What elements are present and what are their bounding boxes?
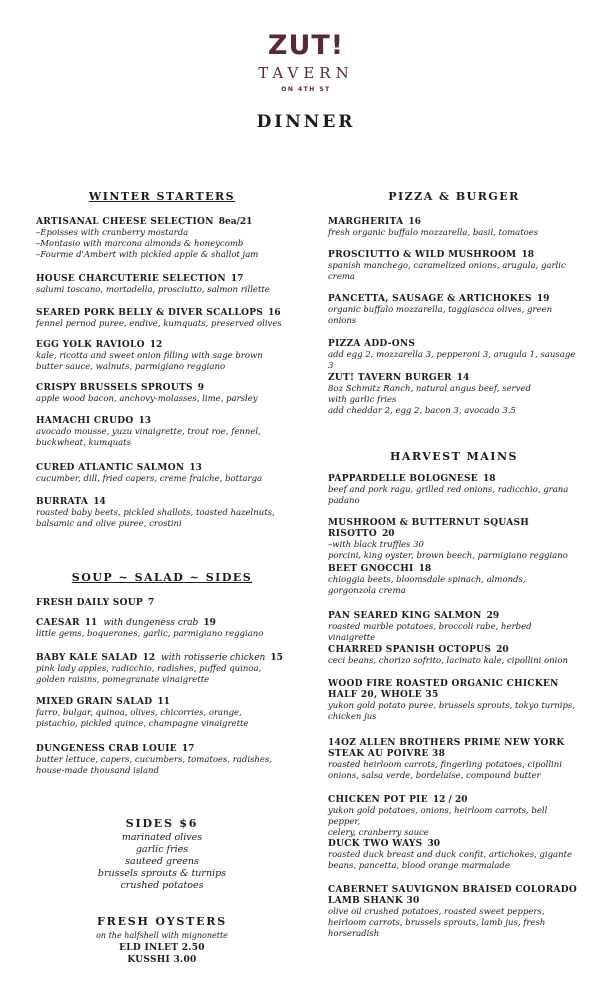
menu-item-price: 19 [536, 294, 550, 304]
menu-item-price: 20 [382, 529, 395, 539]
menu-item-description: buckwheat, kumquats [36, 438, 131, 448]
menu-item-header [328, 645, 580, 656]
menu-item-description: yukon gold potato puree, brussels sprouts, tokyo turnips, [328, 701, 575, 711]
menu-item-price: 12 [142, 653, 155, 663]
menu-item-description: spanish manchego, caramelized onions, arugula, garlic [328, 261, 566, 271]
menu-item-header [328, 339, 580, 350]
menu-item-description: celery, cranberry sauce [328, 828, 429, 838]
menu-item-price: 20 [496, 645, 509, 655]
menu-item-description: –with black truffles 30 [328, 540, 424, 550]
sides-heading: SIDES $6 [125, 817, 199, 830]
menu-item-description: balsamic and olive puree, crostini [36, 519, 182, 529]
menu-item-name: ARTISANAL CHEESE SELECTION [36, 217, 214, 227]
menu-item-price: 30 [427, 839, 440, 849]
menu-item-description: –Montasio with marcona almonds & honeycomb [36, 239, 244, 249]
menu-item [328, 339, 580, 372]
menu-item [36, 340, 288, 373]
menu-item-description: pink lady apples, radicchio, radishes, puffed quinoa, [36, 664, 262, 674]
menu-item-description: yukon gold potatoes, onions, heirloom carrots, bell pepper, [328, 806, 548, 827]
menu-item [328, 795, 580, 839]
menu-item-description: –Fourme d'Ambert with pickled apple & shallot jam [36, 250, 259, 260]
menu-item-price: 16 [268, 308, 281, 318]
menu-item [328, 518, 580, 562]
menu-item-description: avocado mousse, yuzu vinaigrette, trout roe, fennel, [36, 427, 261, 437]
menu-item [328, 645, 580, 667]
menu-item [328, 885, 580, 940]
menu-item-description: olive oil crushed potatoes, roasted sweet peppers, [328, 907, 545, 917]
menu-item-price: 17 [230, 274, 244, 284]
menu-item [328, 564, 580, 597]
menu-item-name: PROSCIUTTO & WILD MUSHROOM [328, 250, 517, 260]
menu-item [36, 697, 288, 730]
menu-item-addon: with rotisserie chicken [161, 653, 266, 663]
menu-item-name: SEARED PORK BELLY & DIVER SCALLOPS [36, 308, 264, 318]
menu-item-header [328, 294, 580, 305]
menu-item [36, 308, 288, 330]
menu-item-name: PIZZA ADD-ONS [328, 339, 416, 349]
menu-item [36, 217, 288, 261]
menu-item-name: WOOD FIRE ROASTED ORGANIC CHICKEN [328, 679, 559, 689]
menu-item [328, 738, 580, 782]
menu-item-name: DUCK TWO WAYS [328, 839, 423, 849]
menu-item [36, 744, 288, 777]
menu-item-name: CHARRED SPANISH OCTOPUS [328, 645, 492, 655]
oyster-item: ELD INLET 2.50 [119, 943, 205, 953]
menu-item-description: 8oz Schmitz Ranch, natural angus beef, served [328, 384, 531, 394]
menu-item-description: heirloom carrots, brussels sprouts, lamb jus, fresh [328, 918, 546, 928]
menu-item-header [328, 518, 580, 540]
menu-item [328, 611, 580, 644]
oysters-subtitle: on the halfshell with mignonette [96, 931, 228, 940]
menu-item-price: 18 [482, 474, 496, 484]
menu-item-header [36, 497, 288, 508]
menu-item-header [36, 416, 288, 427]
menu-item-header [328, 564, 580, 575]
menu-item-description: roasted baby beets, pickled shallots, toasted hazelnuts, [36, 508, 275, 518]
menu-item-header [36, 217, 288, 228]
menu-item [328, 839, 580, 872]
menu-item-name: BURRATA [36, 497, 89, 507]
menu-item-description: fresh organic buffalo mozzarella, basil, tomatoes [328, 228, 539, 238]
oysters-heading: FRESH OYSTERS [97, 915, 227, 928]
menu-item-description: chioggia beets, bloomsdale spinach, almonds, [328, 575, 526, 585]
logo-tagline: ON 4TH ST [281, 86, 331, 93]
menu-item-description: horseradish [328, 929, 380, 939]
menu-item [36, 497, 288, 530]
menu-item-price: 12 [149, 340, 163, 350]
menu-item-price: 16 [408, 217, 421, 227]
menu-item-description: onions, salsa verde, bordelaise, compound butter [328, 771, 541, 781]
menu-item-name: BEET GNOCCHI [328, 564, 414, 574]
menu-item-header [328, 611, 580, 622]
menu-item-header [328, 373, 580, 384]
menu-item-description: butter lettuce, capers, cucumbers, tomatoes, radishes, [36, 755, 272, 765]
menu-item-price: 12 / 20 [432, 795, 468, 805]
menu-item-header [36, 463, 288, 474]
menu-item-name: ZUT! TAVERN BURGER [328, 373, 452, 383]
menu-item [328, 294, 580, 327]
menu-item-description: gorgonzola crema [328, 586, 406, 596]
menu-item-description: add cheddar 2, egg 2, bacon 3, avocado 3.5 [328, 406, 516, 416]
menu-item-header [328, 795, 580, 806]
menu-item-header [36, 697, 288, 708]
menu-item-description: beans, pancetta, blood orange marmalade [328, 861, 510, 871]
menu-item-name: CHICKEN POT PIE [328, 795, 428, 805]
menu-item-name: CURED ATLANTIC SALMON [36, 463, 185, 473]
menu-item-header [36, 340, 288, 351]
menu-item-name: DUNGENESS CRAB LOUIE [36, 744, 177, 754]
menu-item-description: roasted heirloom carrots, fingerling potatoes, cipollini [328, 760, 562, 770]
menu-item-name: 14OZ ALLEN BROTHERS PRIME NEW YORK [328, 738, 565, 748]
oyster-item: KUSSHI 3.00 [127, 955, 197, 965]
menu-item [36, 416, 288, 449]
section-heading-winter-starters: WINTER STARTERS [88, 190, 236, 203]
side-item: sauteed greens [125, 856, 199, 867]
menu-item-description: farro, bulgar, quinoa, olives, chicorries, orange, [36, 708, 242, 718]
menu-item-price: 13 [138, 416, 152, 426]
menu-item-header [36, 744, 288, 755]
menu-item [36, 383, 288, 405]
menu-item-name: PAPPARDELLE BOLOGNESE [328, 474, 478, 484]
side-item: garlic fries [135, 844, 189, 855]
menu-item-description: ceci beans, chorizo sofrito, lacinato kale, cipollini onion [328, 656, 568, 666]
menu-item-description: beef and pork ragu, grilled red onions, radicchio, grana [328, 485, 569, 495]
menu-item-price: 8ea/21 [218, 217, 253, 227]
menu-item [328, 250, 580, 283]
menu-item-price: 14 [456, 373, 470, 383]
menu-item-description: roasted duck breast and duck confit, artichokes, gigante [328, 850, 573, 860]
side-item: crushed potatoes [120, 880, 204, 891]
menu-item-description: crema [328, 272, 355, 282]
menu-item [328, 217, 580, 239]
menu-item-header [328, 885, 580, 896]
menu-item-name: BABY KALE SALAD [36, 653, 138, 663]
menu-item-addon: with dungeness crab [103, 618, 199, 628]
menu-item-description: roasted marble potatoes, broccoli rabe, herbed vinaigrette [328, 622, 532, 643]
menu-item-name: MIXED GRAIN SALAD [36, 697, 153, 707]
sides-block [36, 818, 288, 892]
side-item: brussels sprouts & turnips [97, 868, 227, 879]
section-heading-harvest-mains: HARVEST MAINS [390, 450, 518, 463]
menu-item-header [328, 738, 580, 749]
menu-item-header [36, 653, 288, 664]
menu-item-header [36, 618, 288, 629]
menu-item-name: FRESH DAILY SOUP [36, 598, 143, 608]
menu-item-name: CAESAR [36, 618, 80, 628]
menu-item-name: MUSHROOM & BUTTERNUT SQUASH RISOTTO [328, 518, 530, 539]
menu-item-name: PANCETTA, SAUSAGE & ARTICHOKES [328, 294, 532, 304]
menu-item-description: kale, ricotta and sweet onion filling with sage brown [36, 351, 263, 361]
menu-item-description: porcini, king oyster, brown beech, parmigiano reggiano [328, 551, 568, 561]
menu-item-addon-price: 19 [203, 618, 216, 628]
menu-item-price: 14 [93, 497, 106, 507]
section-heading-soup-salad-sides: SOUP ~ SALAD ~ SIDES [71, 571, 253, 584]
menu-item-name: PAN SEARED KING SALMON [328, 611, 482, 621]
menu-item [36, 598, 288, 609]
menu-item-name: CRISPY BRUSSELS SPROUTS [36, 383, 193, 393]
menu-item-description: add egg 2, mozzarella 3, pepperoni 3, arugula 1, sausage 3 [328, 350, 576, 371]
menu-item-description: –Époisses with cranberry mostarda [36, 228, 189, 238]
menu-item-price: 11 [157, 697, 170, 707]
menu-item [328, 474, 580, 507]
menu-item-header [328, 839, 580, 850]
menu-item-price: 9 [197, 383, 205, 393]
menu-item-description: salumi toscano, mortadella, prosciutto, salmon rillette [36, 285, 270, 295]
menu-item-description: apple wood bacon, anchovy-molasses, lime, parsley [36, 394, 258, 404]
menu-item-description: fennel pernod puree, endive, kumquats, preserved olives [36, 319, 282, 329]
menu-item-name: EGG YOLK RAVIOLO [36, 340, 145, 350]
menu-item-description: onions [328, 316, 357, 326]
menu-item [36, 274, 288, 296]
menu-item-header [328, 250, 580, 261]
menu-item-name-continued: HALF 20, WHOLE 35 [328, 690, 439, 700]
menu-item-price: 13 [189, 463, 202, 473]
logo-sub: TAVERN [258, 64, 354, 82]
menu-item-header [328, 679, 580, 690]
menu-item-description: chicken jus [328, 712, 377, 722]
menu-item-addon-price: 15 [270, 653, 283, 663]
menu-item-description: butter sauce, walnuts, parmigiano reggiano [36, 362, 226, 372]
menu-item-header [36, 308, 288, 319]
section-heading-pizza-burger: PIZZA & BURGER [388, 190, 520, 203]
menu-item-price: 18 [521, 250, 534, 260]
menu-item-header [328, 474, 580, 485]
menu-item-header [36, 383, 288, 394]
logo-main: ZUT! [267, 30, 345, 61]
menu-item-name-continued: LAMB SHANK 30 [328, 896, 420, 906]
menu-item-price: 7 [147, 598, 155, 608]
menu-item-header [36, 598, 288, 609]
menu-item [328, 373, 580, 417]
menu-item-description: pistachio, pickled quince, champagne vinaigrette [36, 719, 249, 729]
menu-item-name: HOUSE CHARCUTERIE SELECTION [36, 274, 226, 284]
menu-item-price: 11 [84, 618, 98, 628]
menu-item-price: 17 [181, 744, 195, 754]
page-title: DINNER [256, 112, 356, 132]
menu-item-name: HAMACHI CRUDO [36, 416, 134, 426]
menu-item-description: cucumber, dill, fried capers, creme fraiche, bottarga [36, 474, 263, 484]
menu-item-description: with garlic fries [328, 395, 397, 405]
menu-item-price: 18 [418, 564, 432, 574]
menu-item [36, 653, 288, 686]
menu-item [328, 679, 580, 723]
menu-item-name-continued: STEAK AU POIVRE 38 [328, 749, 446, 759]
menu-item [36, 463, 288, 485]
menu-item-description: golden raisins, pomegranate vinaigrette [36, 675, 210, 685]
menu-item-name: CABERNET SAUVIGNON BRAISED COLORADO [328, 885, 577, 895]
menu-item-name: MARGHERITA [328, 217, 404, 227]
menu-item [36, 618, 288, 640]
oysters-block [36, 916, 288, 966]
menu-item-description: organic buffalo mozzarella, taggiascca olives, green [328, 305, 553, 315]
menu-item-header [36, 274, 288, 285]
menu-item-price: 29 [486, 611, 500, 621]
menu-item-description: padano [328, 496, 360, 506]
menu-item-description: little gems, boquerones, garlic, parmigiano reggiano [36, 629, 264, 639]
menu-item-description: house-made thousand island [36, 766, 159, 776]
side-item: marinated olives [121, 832, 203, 843]
menu-item-header [328, 217, 580, 228]
